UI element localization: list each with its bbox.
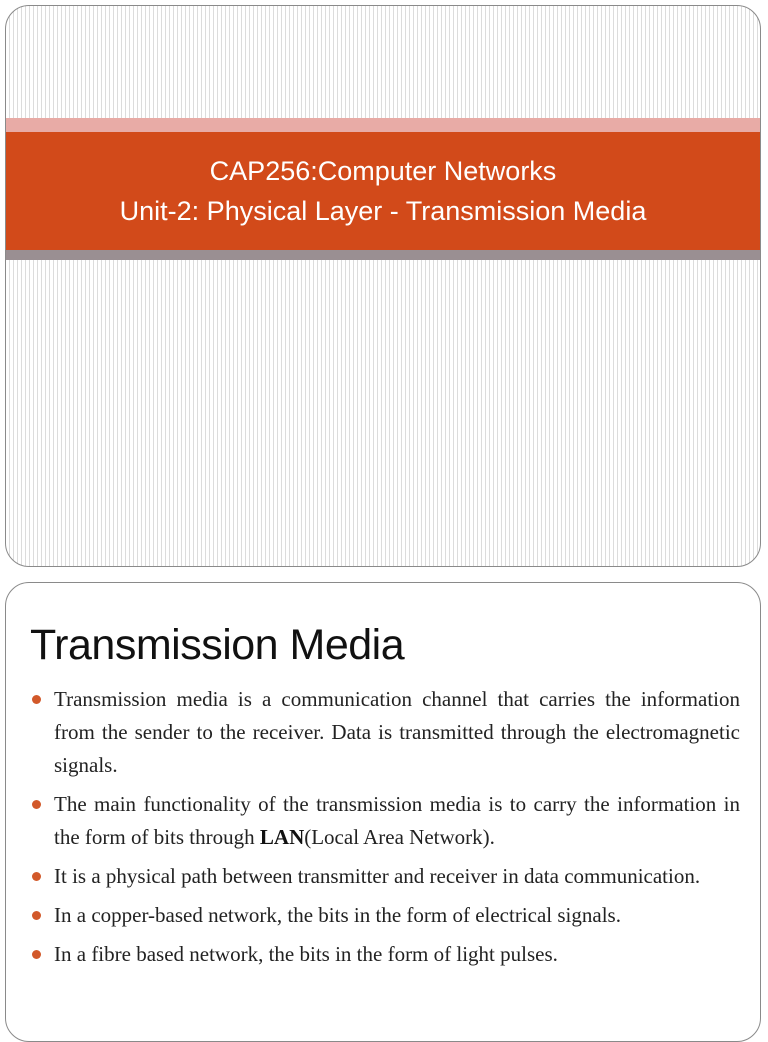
bullet-bold-term: LAN (259, 825, 305, 849)
bullet-dot-icon (32, 800, 41, 809)
title-band-bottom-stripe (6, 250, 760, 260)
bullet-text: It is a physical path between transmitter and receiver in data communication. (54, 864, 701, 888)
bullet-text: In a copper-based network, the bits in the form of electrical signals. (54, 903, 621, 927)
course-title: CAP256:Computer Networks (209, 156, 557, 186)
slide-heading: Transmission Media (30, 621, 405, 669)
bullet-text-suffix: (Local Area Network). (304, 825, 495, 849)
bullet-item (32, 938, 740, 971)
title-band-top-stripe (6, 118, 760, 132)
bullet-text: In a fibre based network, the bits in the form of light pulses. (54, 942, 558, 966)
bullet-item (32, 683, 740, 782)
bullet-dot-icon (32, 695, 41, 704)
bullet-dot-icon (32, 911, 41, 920)
content-slide (5, 582, 761, 1042)
bullet-text: Transmission media is a communication channel that carries the information from the sender to the receiver. Data is transmitted through the electromagnetic signals. (54, 687, 740, 777)
bullet-dot-icon (32, 872, 41, 881)
title-band (6, 132, 760, 250)
bullet-dot-icon (32, 950, 41, 959)
unit-title: Unit-2: Physical Layer - Transmission Media (119, 196, 647, 226)
title-slide (5, 5, 761, 567)
bullet-item (32, 860, 740, 893)
bullet-item (32, 899, 740, 932)
bullet-list (32, 683, 740, 977)
bullet-text: The main functionality of the transmission media is to carry the information in the form of bits through (54, 792, 740, 849)
bullet-item (32, 788, 740, 854)
